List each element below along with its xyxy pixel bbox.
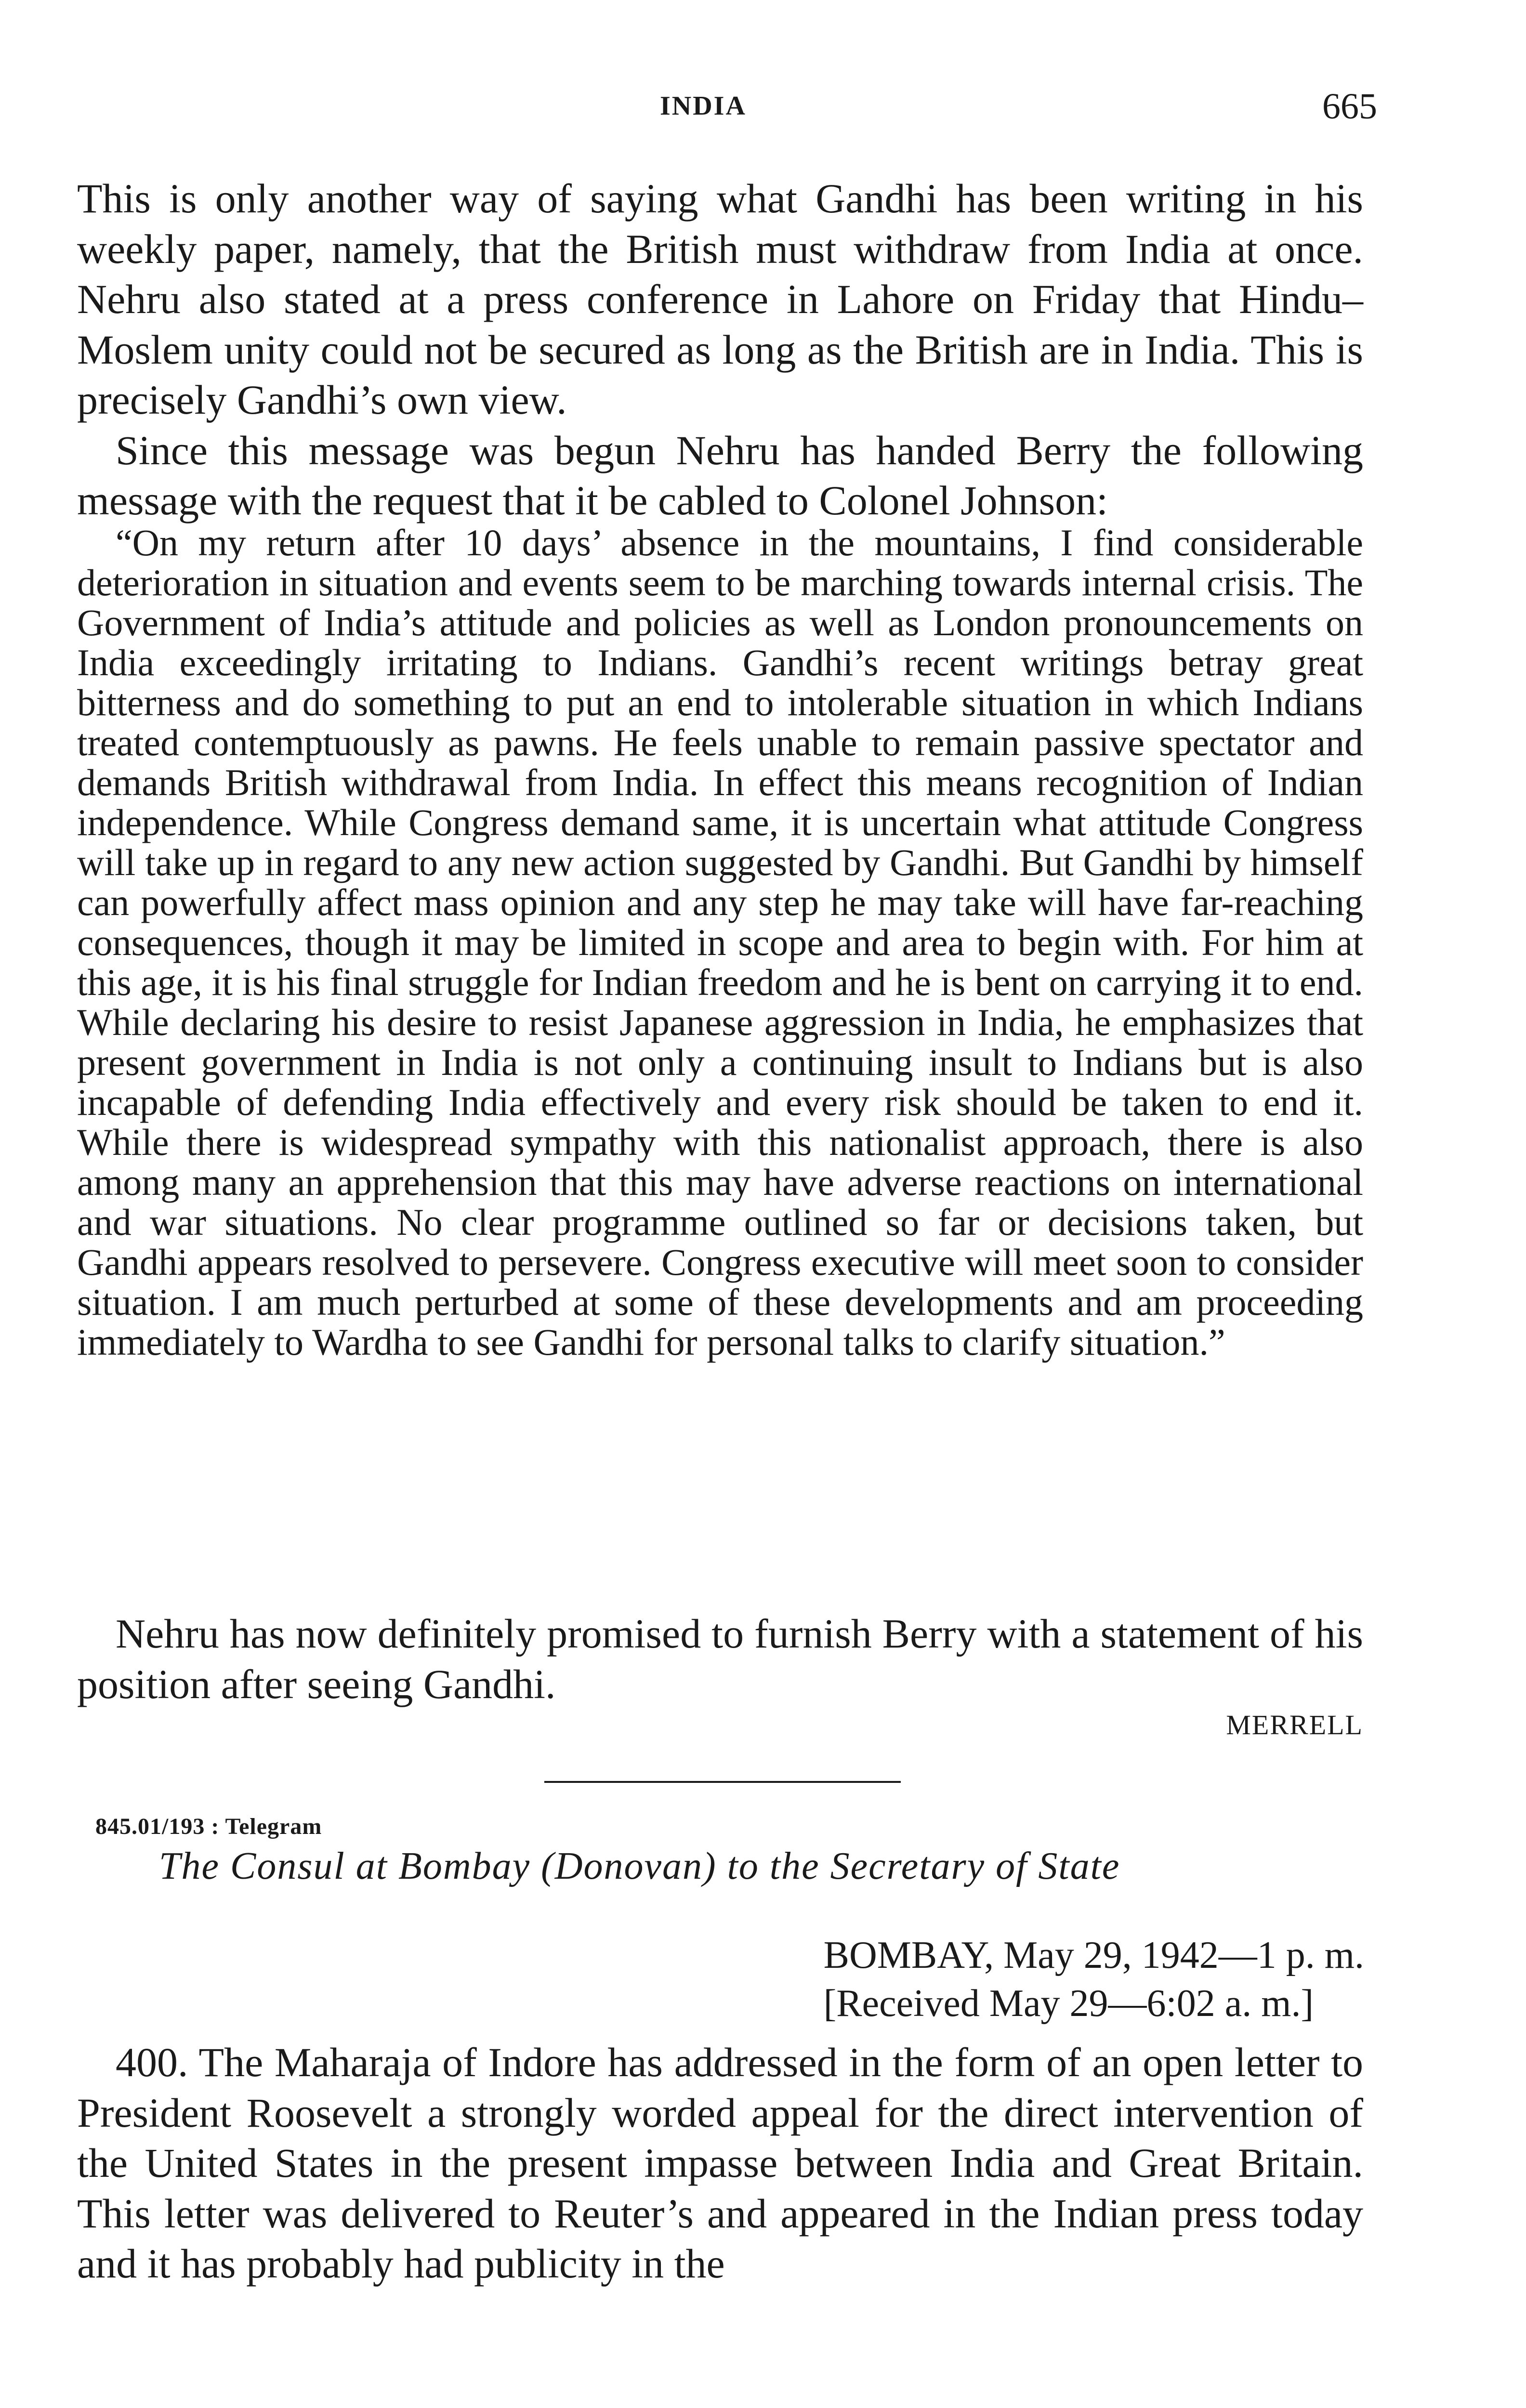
paragraph-closing: Nehru has now definitely promised to furnish Berry with a statement of his position after seeing Gandhi.	[77, 1610, 1363, 1707]
telegram-title: The Consul at Bombay (Donovan) to the Secretary of State	[159, 1845, 1120, 1887]
section-divider	[544, 1781, 901, 1783]
dateline-block	[824, 1931, 1364, 2028]
opening-paragraph-block	[77, 173, 1363, 526]
paragraph-telegram-body: 400. The Maharaja of Indore has addressed in the form of an open letter to President Roosevelt a strongly worded appeal for the direct intervention of the United States in the present impasse between India and Great Britain. This letter was delivered to Reuter’s and appeared in the Indian press today and it has probably had publicity in the	[77, 2039, 1363, 2287]
received-line: [Received May 29—6:02 a. m.]	[823, 1982, 1314, 2025]
paragraph-message-intro: Since this message was begun Nehru has handed Berry the following message with the request that it be cabled to Colonel Johnson:	[77, 427, 1363, 523]
quoted-cable-block	[77, 523, 1363, 1362]
file-reference: 845.01/193 : Telegram	[95, 1814, 322, 1839]
telegram-body-block	[77, 2037, 1363, 2289]
signature-merrell: MERRELL	[1226, 1709, 1363, 1741]
quoted-cable-text: “On my return after 10 days’ absence in the mountains, I find considerable deterioration in situation and events seem to be marching towards internal crisis. The Government of India’s attitude and policies as well as London pronouncements on India exceedingly irritating to Indians. Gandhi’s recent writings betray great bitterness and do something to put an end to intolerable situation in which Indians treated contemptuously as pawns. He feels unable to remain passive spectator and demands British withdrawal from India. In effect this means recognition of Indian independence. While Congress demand same, it is uncertain what attitude Congress will take up in regard to any new action suggested by Gandhi. But Gandhi by himself can powerfully affect mass opinion and any step he may take will have far-reaching consequences, though it may be limited in scope and area to begin with. For him at this age, it is his final struggle for Indian freedom and he is bent on carrying it to end. While declaring his desire to resist Japanese aggression in India, he emphasizes that present government in India is not only a continuing insult to Indians but is also incapable of defending India effectively and every risk should be taken to end it. While there is widespread sympathy with this nationalist approach, there is also among many an apprehension that this may have adverse reactions on international and war situations. No clear programme outlined so far or decisions taken, but Gandhi appears resolved to persevere. Congress executive will meet soon to consider situation. I am much perturbed at some of these developments and am proceeding immediately to Wardha to see Gandhi for personal talks to clarify situation.”	[77, 522, 1363, 1363]
page-number: 665	[1322, 86, 1377, 127]
running-head	[0, 86, 1526, 129]
paragraph-continuation: This is only another way of saying what Gandhi has been writing in his weekly paper, namely, that the British must withdraw from India at once. Nehru also stated at a press conference in Lahore on Friday that Hindu–Moslem unity could not be secured as long as the British are in India. This is precisely Gandhi’s own view.	[77, 175, 1363, 423]
running-title: INDIA	[660, 91, 747, 121]
closing-paragraph-block	[77, 1609, 1363, 1709]
dateline: BOMBAY, May 29, 1942—1 p. m.	[823, 1934, 1364, 1976]
